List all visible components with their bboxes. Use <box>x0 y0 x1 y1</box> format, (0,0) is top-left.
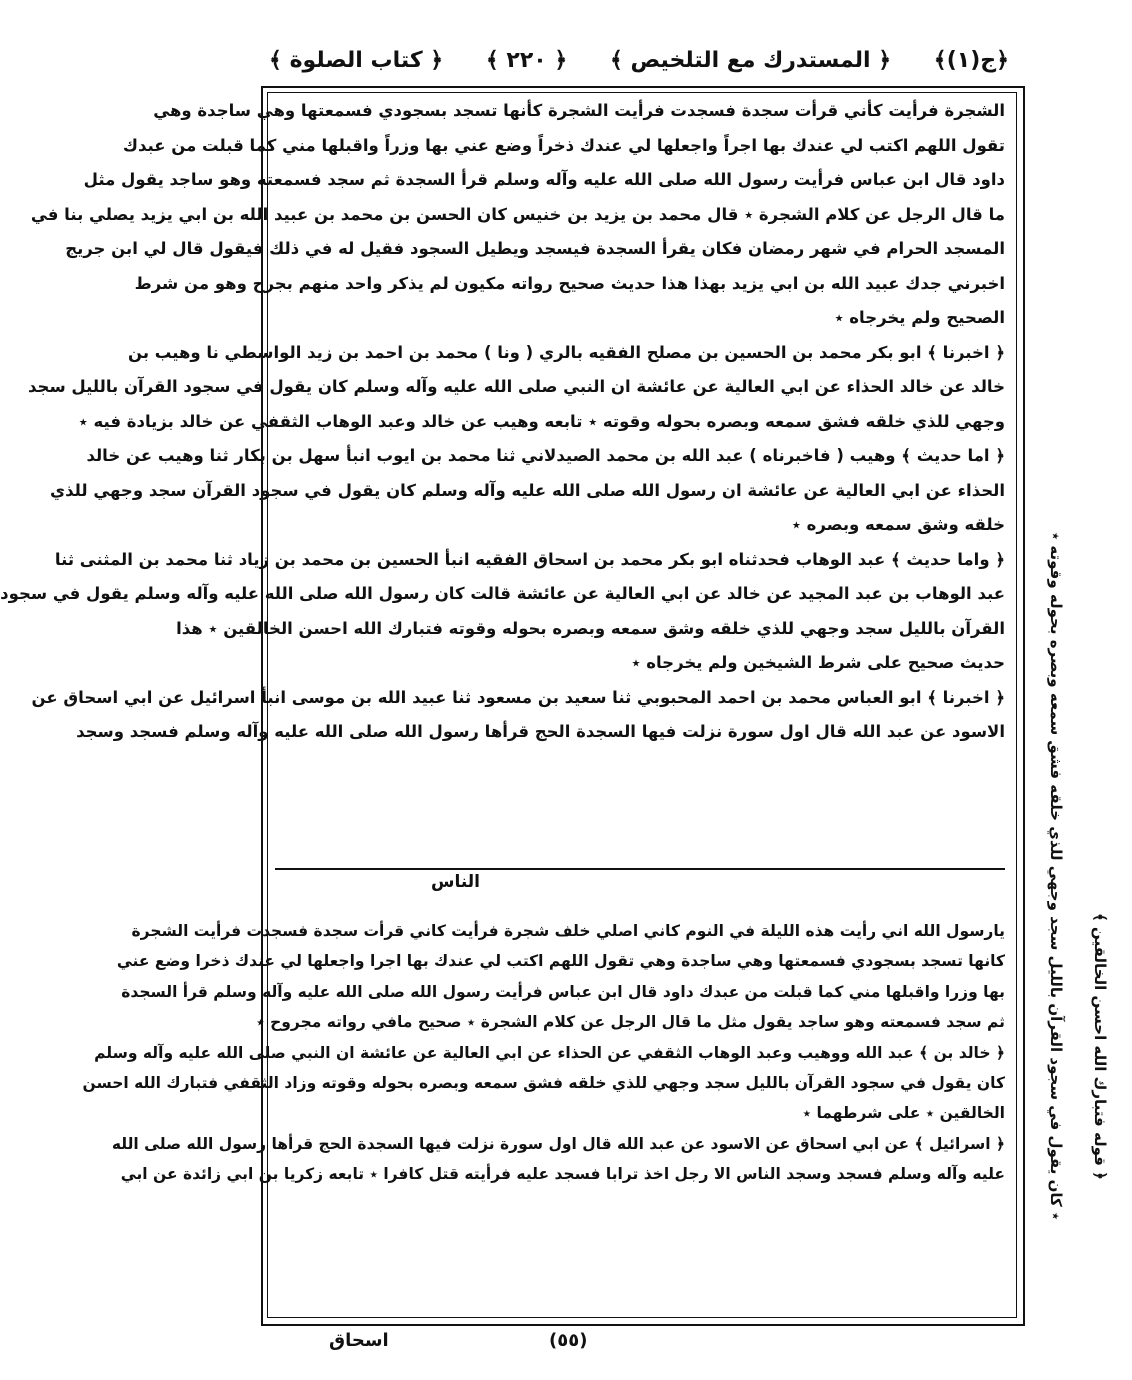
footnote-line: الخالقين ٭ على شرطهما ٭ <box>802 1104 1005 1123</box>
footnote-line: كان يقول في سجود القرآن بالليل سجد وجهي للذي خلقه فشق سمعه وبصره بحوله وقوته وزاد الثقفي فتبارك الله احسن <box>82 1073 1005 1092</box>
footnote-line: عليه وآله وسلم فسجد وسجد الناس الا رجل اخذ ترابا فسجد عليه فرأيته قتل كافرا ٭ تابعه زكريا بن ابي زائدة عن ابي <box>120 1165 1005 1184</box>
main-line: وجهي للذي خلقه فشق سمعه وبصره بحوله وقوته ٭ تابعه وهيب عن خالد وعبد الوهاب الثقفي عن خالد بزيادة فيه ٭ <box>78 411 1005 431</box>
main-line: القرآن بالليل سجد وجهي للذي خلقه وشق سمعه وبصره بحوله وقوته فتبارك الله احسن الخالقين ٭ هذا <box>176 618 1005 638</box>
footnote-divider <box>275 868 1005 870</box>
footnote-line: يارسول الله اني رأيت هذه الليلة في النوم كاني اصلي خلف شجرة فرأيت كاني قرأت سجدة فسجدت فرأيت الشجرة <box>131 922 1005 940</box>
main-line: الاسود عن عبد الله قال اول سورة نزلت فيها السجدة الحج قرأها رسول الله صلى الله عليه وآله وسلم فسجد وسجد <box>76 722 1005 741</box>
main-line: الحذاء عن ابي العالية عن عائشة ان رسول الله صلى الله عليه وآله وسلم كان يقول في سجود القرآن سجد وجهي للذي <box>50 480 1005 500</box>
footnote-line: ﴿ اسرائيل ﴾ عن ابي اسحاق عن الاسود عن عبد الله قال اول سورة نزلت فيها السجدة الحج قرأها رسول الله صلى الله <box>111 1134 1005 1153</box>
margin-note-a: ٭ كان يقول في سجود القرآن بالليل سجد وجهي للذي خلقه فشق سمعه وبصره بحوله وقوته ٭ <box>1047 531 1065 1220</box>
main-line: ﴿ اما حديث ﴾ وهيب ( فاخبرناه ) عبد الله بن محمد الصيدلاني ثنا محمد بن ايوب انبأ سهل بن بكار ثنا وهيب عن خالد <box>86 446 1005 465</box>
catchword: اسحاق <box>329 1330 389 1351</box>
main-line: خالد عن خالد الحذاء عن ابي العالية عن عائشة ان النبي صلى الله عليه وآله وسلم كان يقول في سجود القرآن بالليل سجد <box>28 377 1005 396</box>
main-line: المسجد الحرام في شهر رمضان فكان يقرأ السجدة فيسجد ويطيل السجود فقيل له في ذلك فيقول قال لي ابن جريج <box>65 239 1005 258</box>
footnote-line: ﴿ خالد بن ﴾ عبد الله ووهيب وعبد الوهاب الثقفي عن الحذاء عن ابي العالية عن عائشة ان النبي صلى الله عليه وآله وسلم <box>94 1043 1005 1062</box>
main-line: تقول اللهم اكتب لي عندك بها اجراً واجعلها لي عندك ذخراً وضع عني بها وزراً واقبلها مني كما قبلت من عبدك <box>122 135 1005 155</box>
main-line: داود قال ابن عباس فرأيت رسول الله صلى الله عليه وآله وسلم قرأ السجدة ثم سجد فسمعته وهو ساجد يقول مثل <box>83 170 1005 189</box>
main-line: اخبرني جدك عبيد الله بن ابي يزيد بهذا هذا حديث صحيح رواته مكيون لم يذكر واحد منهم بجرح وهو من شرط <box>134 273 1005 293</box>
main-line: الصحيح ولم يخرجاه ٭ <box>834 308 1005 327</box>
footnote-header <box>279 872 1005 908</box>
header-book: ﴿ كتاب الصلوة ﴾ <box>269 47 444 73</box>
header-title: ﴿ المستدرك مع التلخيص ﴾ <box>609 47 892 73</box>
main-text <box>0 94 1005 860</box>
main-line: خلقه وشق سمعه وبصره ٭ <box>791 515 1005 534</box>
main-line: ﴿ اخبرنا ﴾ ابو العباس محمد بن احمد المحبوبي ثنا سعيد بن مسعود ثنا عبيد الله بن موسى انبأ اسرائيل عن ابي اسحاق عن <box>31 687 1005 707</box>
main-line: الشجرة فرأيت كأني قرأت سجدة فسجدت فرأيت الشجرة كأنها تسجد بسجودي فسمعتها وهي ساجدة وهي <box>153 101 1005 120</box>
header-page-number: ﴿ ٢٢٠ ﴾ <box>485 47 568 73</box>
page-header <box>269 40 1009 80</box>
header-part: ﴿ج(١)﴾ <box>933 47 1009 73</box>
main-line: ﴿ واما حديث ﴾ عبد الوهاب فحدثناه ابو بكر محمد بن اسحاق الفقيه انبأ الحسين بن محمد بن زياد ثنا محمد بن المثنى ثنا <box>54 549 1005 569</box>
main-line: عبد الوهاب بن عبد المجيد عن خالد عن ابي العالية عن عائشة قالت كان رسول الله صلى الله عليه وآله وسلم يقول في سجود <box>0 584 1005 603</box>
margin-note-b: ﴿ قوله فتبارك الله احسن الخالقين ﴾ <box>1091 913 1109 1180</box>
plate-number: (٥٥) <box>549 1330 588 1351</box>
footnote-header-text: الناس <box>431 872 480 892</box>
main-line: ﴿ اخبرنا ﴾ ابو بكر محمد بن الحسين بن مصلح الفقيه بالري ( ونا ) محمد بن احمد بن زيد الواسطي نا وهيب بن <box>127 342 1005 362</box>
footnote-text <box>82 916 1005 1311</box>
main-line: حديث صحيح على شرط الشيخين ولم يخرجاه ٭ <box>631 653 1005 672</box>
page-footer <box>329 1330 929 1364</box>
footnote-line: بها وزرا واقبلها مني كما قبلت من عبدك داود قال ابن عباس فرأيت رسول الله صلى الله عليه وآله وسلم قرأ السجدة <box>121 982 1005 1001</box>
footnote-line: ثم سجد فسمعته وهو ساجد يقول مثل ما قال الرجل عن كلام الشجرة ٭ صحيح مافي رواته مجروح ٭ <box>256 1013 1005 1032</box>
main-line: ما قال الرجل عن كلام الشجرة ٭ قال محمد بن يزيد بن خنيس كان الحسن بن محمد بن عبيد الله بن ابي يزيد يصلي بنا في <box>30 204 1005 224</box>
footnote-line: كانها تسجد بسجودي فسمعتها وهي ساجدة وهي تقول اللهم اكتب لي عندك بها اجرا واجعلها لي عندك ذخرا وضع عني <box>116 952 1005 971</box>
